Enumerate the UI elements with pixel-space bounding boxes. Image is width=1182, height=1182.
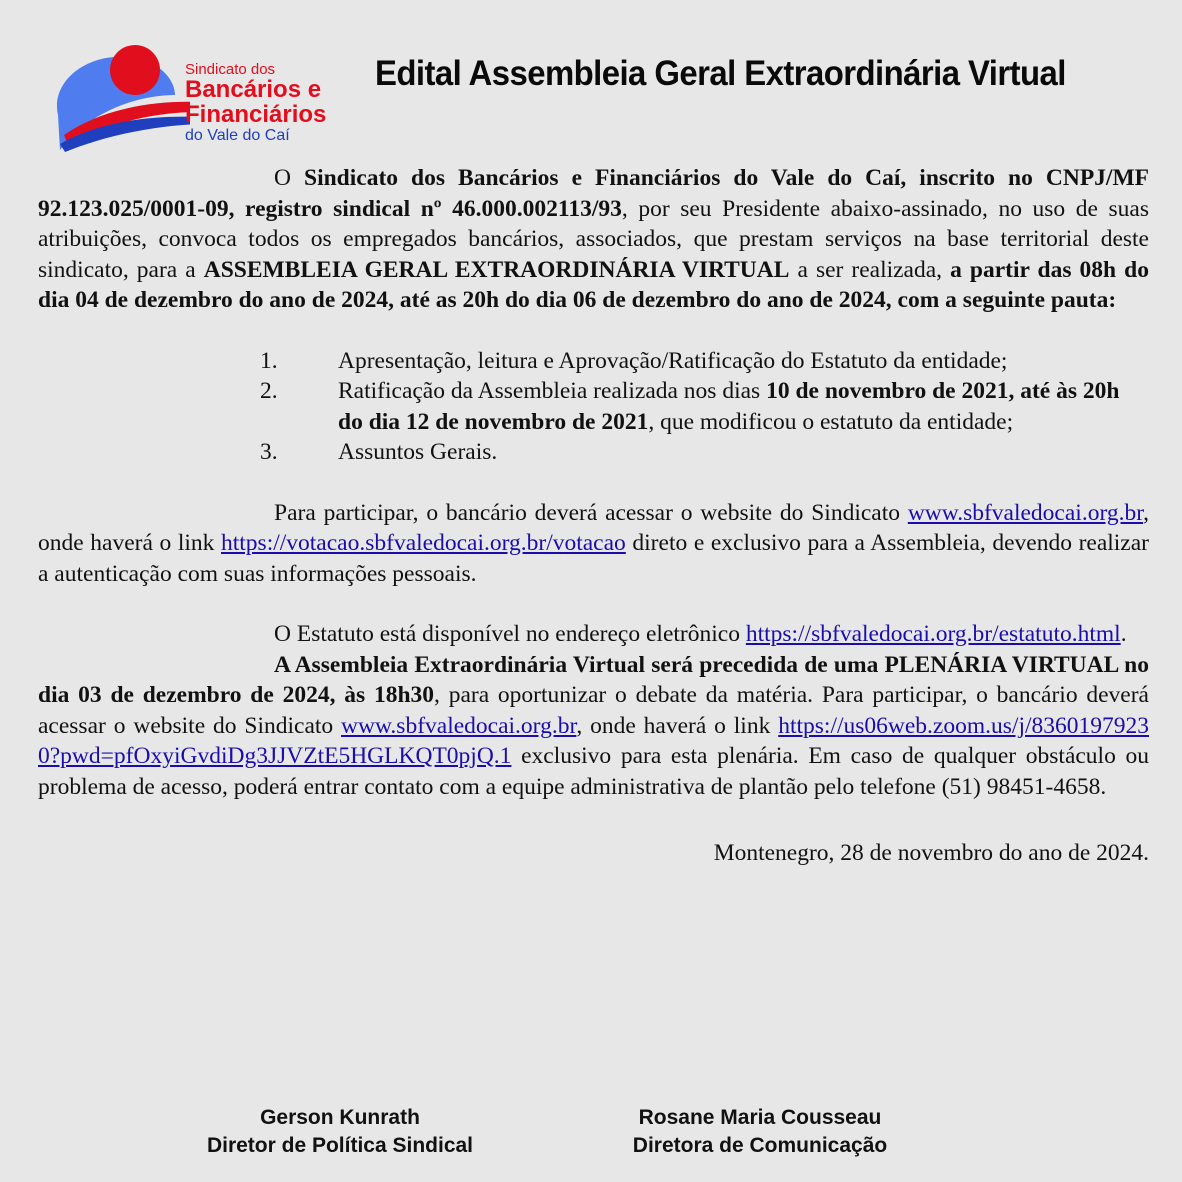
website-link[interactable]: www.sbfvaledocai.org.br xyxy=(907,499,1144,526)
logo-text xyxy=(185,62,326,144)
bold-span: 10 de novembro de 2021, até às 20h do dia 12 de novembro de 2021 xyxy=(338,378,1120,435)
statute-link[interactable]: https://sbfvaledocai.org.br/estatuto.html xyxy=(745,621,1121,647)
signer-name: Gerson Kunrath xyxy=(260,1106,420,1129)
document-title: Edital Assembleia Geral Extraordinária Virtual xyxy=(375,54,1066,93)
text-span: , onde haverá o link xyxy=(38,499,1149,556)
convocation-paragraph xyxy=(38,163,1149,316)
text-span: direto e exclusivo para a Assembleia, devendo realizar a autenticação com suas informações pessoais. xyxy=(38,530,1149,587)
signer-role: Diretor de Política Sindical xyxy=(206,1134,474,1157)
agenda-number: 3. xyxy=(260,439,278,465)
participation-paragraph xyxy=(38,498,1149,590)
bold-span: a partir das 08h do dia 04 de dezembro do ano de 2024, até as 20h do dia 06 de dezembro do ano de 2024, com a seguinte pauta: xyxy=(38,256,1149,313)
text-span: Para participar, o bancário deverá acessar o website do Sindicato xyxy=(274,499,908,526)
logo-line-3: Financiários xyxy=(185,101,327,128)
voting-link[interactable]: https://votacao.sbfvaledocai.org.br/votacao xyxy=(220,530,626,556)
text-span: Ratificação da Assembleia realizada nos dias xyxy=(338,378,767,404)
spacer xyxy=(38,589,1149,619)
agenda-item xyxy=(260,346,1149,377)
text-span: O xyxy=(274,165,304,191)
text-span: , para oportunizar o debate da matéria. Para participar, o bancário deverá acessar o website do Sindicato xyxy=(38,682,1149,739)
logo-line-1: Sindicato dos xyxy=(185,61,276,78)
signer-name: Rosane Maria Cousseau xyxy=(638,1106,882,1129)
signer-role: Diretora de Comunicação xyxy=(632,1134,888,1157)
text-span: . xyxy=(1120,621,1127,647)
bold-span: ASSEMBLEIA GERAL EXTRAORDINÁRIA VIRTUAL xyxy=(203,256,790,283)
text-span: , por seu Presidente abaixo-assinado, no uso de suas atribuições, convoca todos os empregados bancários, associados, que prestam serviços na base territorial deste sindicato, para a xyxy=(38,195,1149,283)
logo-line-4: do Vale do Caí xyxy=(185,127,290,144)
agenda-text: Apresentação, leitura e Aprovação/Ratificação do Estatuto da entidade; xyxy=(338,347,1008,374)
plenary-paragraph xyxy=(38,650,1149,803)
document-body xyxy=(38,163,1149,869)
agenda-number: 2. xyxy=(260,378,278,404)
signature-block xyxy=(580,1104,940,1160)
logo-emblem-icon xyxy=(50,40,190,155)
agenda-item xyxy=(260,376,1149,437)
zoom-link[interactable]: https://us06web.zoom.us/j/83601979230?pwd=pfOxyiGvdiDg3JJVZtE5HGLKQT0pjQ.1 xyxy=(38,712,1149,769)
agenda-item xyxy=(260,437,1149,468)
union-logo xyxy=(50,40,360,155)
agenda-text xyxy=(338,376,1149,437)
logo-line-2: Bancários e xyxy=(185,76,322,103)
spacer xyxy=(38,316,1149,346)
signature-block xyxy=(160,1104,520,1160)
statute-paragraph xyxy=(38,619,1149,650)
date-line: Montenegro, 28 de novembro do ano de 2024. xyxy=(713,840,1149,866)
agenda-list xyxy=(260,346,1149,468)
website-link[interactable]: www.sbfvaledocai.org.br xyxy=(341,712,577,739)
agenda-text: Assuntos Gerais. xyxy=(338,439,498,465)
text-span: , onde haverá o link xyxy=(576,712,779,739)
text-span: , que modificou o estatuto da entidade; xyxy=(648,408,1014,435)
text-span: exclusivo para esta plenária. Em caso de qualquer obstáculo ou problema de acesso, poderá entrar contato com a equipe administrativa de plantão pelo telefone (51) 98451-4658. xyxy=(38,743,1149,800)
text-span: O Estatuto está disponível no endereço eletrônico xyxy=(274,621,746,647)
text-span: a ser realizada, xyxy=(789,256,951,283)
agenda-number: 1. xyxy=(260,347,278,374)
spacer xyxy=(38,468,1149,498)
bold-span: A Assembleia Extraordinária Virtual será precedida de uma PLENÁRIA VIRTUAL no dia 03 de dezembro de 2024, às 18h30 xyxy=(38,651,1149,708)
bold-span: Sindicato dos Bancários e Financiários do Vale do Caí, inscrito no CNPJ/MF 92.123.025/0001-09, registro sindical nº 46.000.002113/93 xyxy=(38,165,1149,222)
